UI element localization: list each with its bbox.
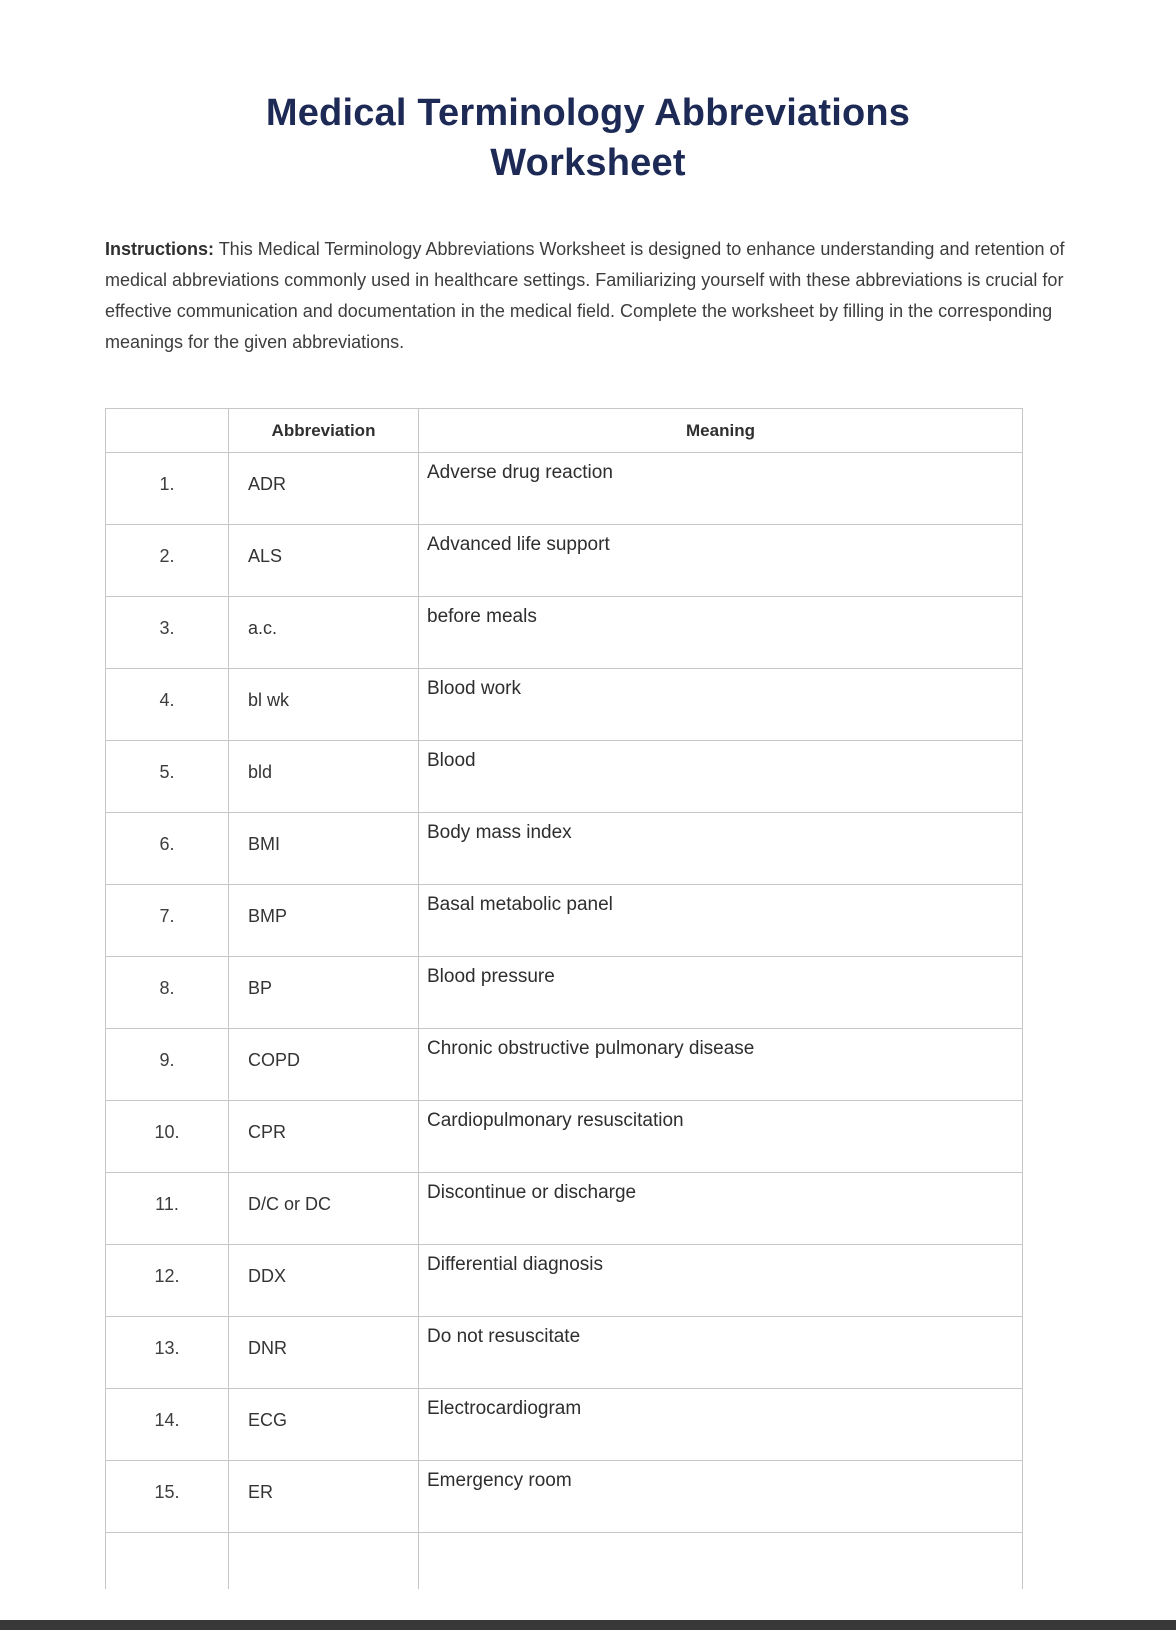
table-row [106,1461,1023,1533]
table-row [106,813,1023,885]
row-number-cell: 1. [106,453,229,525]
row-number-cell: 4. [106,669,229,741]
meaning-cell: Do not resuscitate [419,1317,1023,1389]
meaning-cell: Differential diagnosis [419,1245,1023,1317]
empty-cell [229,1533,419,1589]
meaning-cell: Chronic obstructive pulmonary disease [419,1029,1023,1101]
row-number-cell: 9. [106,1029,229,1101]
table-row [106,597,1023,669]
number-column-header [106,409,229,453]
meaning-column-header: Meaning [419,409,1023,453]
table-row [106,525,1023,597]
table-row [106,957,1023,1029]
meaning-cell: Blood [419,741,1023,813]
row-number-cell: 12. [106,1245,229,1317]
row-number-cell: 15. [106,1461,229,1533]
meaning-cell: Discontinue or discharge [419,1173,1023,1245]
meaning-cell: Basal metabolic panel [419,885,1023,957]
abbreviation-cell: COPD [229,1029,419,1101]
abbreviation-cell: DNR [229,1317,419,1389]
abbreviation-column-header: Abbreviation [229,409,419,453]
meaning-cell: Blood work [419,669,1023,741]
table-row [106,669,1023,741]
page-title: Medical Terminology Abbreviations Worksheet [265,92,911,185]
meaning-cell: Adverse drug reaction [419,453,1023,525]
table-row [106,1245,1023,1317]
table-row [106,741,1023,813]
row-number-cell: 7. [106,885,229,957]
abbreviations-table [105,408,1023,1589]
meaning-cell: Electrocardiogram [419,1389,1023,1461]
table-row [106,453,1023,525]
table-row [106,1389,1023,1461]
abbreviation-cell: D/C or DC [229,1173,419,1245]
abbreviation-cell: BMP [229,885,419,957]
table-row [106,885,1023,957]
table-row-partial [106,1533,1023,1589]
row-number-cell: 3. [106,597,229,669]
instructions-label: Instructions: [105,239,215,260]
abbreviation-cell: ER [229,1461,419,1533]
empty-cell [419,1533,1023,1589]
page-bottom-edge [0,1620,1176,1630]
meaning-cell: Blood pressure [419,957,1023,1029]
row-number-cell: 14. [106,1389,229,1461]
instructions-text: This Medical Terminology Abbreviations Worksheet is designed to enhance understanding and retention of medical abbreviations commonly used in healthcare settings. Familiarizing yourself with these abbreviations is crucial for effective communication and documentation in the medical field. Complete the worksheet by filling in the corresponding meanings for the given abbreviations. [105,239,1065,353]
table-row [106,1317,1023,1389]
row-number-cell: 5. [106,741,229,813]
meaning-cell: Advanced life support [419,525,1023,597]
abbreviation-cell: BMI [229,813,419,885]
meaning-cell: before meals [419,597,1023,669]
abbreviation-cell: ECG [229,1389,419,1461]
row-number-cell: 10. [106,1101,229,1173]
empty-cell [106,1533,229,1589]
row-number-cell: 8. [106,957,229,1029]
abbreviation-cell: a.c. [229,597,419,669]
abbreviation-cell: CPR [229,1101,419,1173]
table-row [106,1029,1023,1101]
row-number-cell: 13. [106,1317,229,1389]
instructions-paragraph [105,234,1071,358]
row-number-cell: 6. [106,813,229,885]
meaning-cell: Cardiopulmonary resuscitation [419,1101,1023,1173]
abbreviation-cell: ADR [229,453,419,525]
table-row [106,1173,1023,1245]
abbreviation-cell: ALS [229,525,419,597]
row-number-cell: 2. [106,525,229,597]
abbreviation-cell: bld [229,741,419,813]
row-number-cell: 11. [106,1173,229,1245]
meaning-cell: Body mass index [419,813,1023,885]
abbreviation-cell: BP [229,957,419,1029]
meaning-cell: Emergency room [419,1461,1023,1533]
abbreviation-cell: DDX [229,1245,419,1317]
abbreviation-cell: bl wk [229,669,419,741]
table-header-row [106,409,1023,453]
table-row [106,1101,1023,1173]
